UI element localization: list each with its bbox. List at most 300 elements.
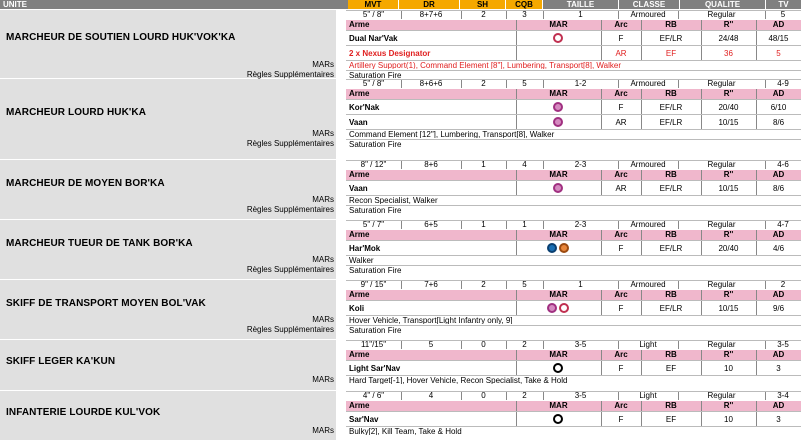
column-divider	[641, 290, 642, 300]
weapon-r: 10/15	[718, 118, 739, 127]
mars-row: Hover Vehicle, Transport[Light Infantry only, 9]	[346, 315, 801, 324]
regles-row: Saturation Fire	[346, 265, 801, 274]
mars-label: MARs	[312, 375, 334, 384]
weapon-name: Har'Mok	[349, 244, 381, 253]
weapon-header-ad: AD	[772, 290, 785, 299]
mars-row: Command Element [12"], Lumbering, Transport[8], Walker	[346, 129, 801, 138]
stat-dr: 5	[428, 340, 434, 349]
weapon-row	[346, 411, 801, 426]
weapon-row	[346, 45, 801, 60]
unit-block	[0, 340, 801, 390]
stat-taille: 1	[578, 10, 583, 19]
weapon-arc: F	[618, 415, 624, 424]
mars-row: Bulky[2], Kill Team, Take & Hold	[346, 426, 801, 435]
column-divider	[543, 281, 544, 289]
stat-dr: 7+6	[424, 280, 438, 289]
column-divider	[543, 80, 544, 88]
weapon-rb: EF	[665, 49, 677, 58]
weapon-header-mar: MAR	[549, 230, 568, 239]
column-divider	[516, 20, 517, 30]
column-divider	[765, 221, 766, 229]
weapon-header-mar: MAR	[549, 89, 568, 98]
column-divider	[516, 361, 517, 375]
weapon-header-name: Arme	[349, 290, 370, 299]
weapon-mar	[516, 115, 601, 129]
mars-label: MARs	[312, 60, 334, 69]
column-divider	[401, 341, 402, 349]
column-divider	[756, 100, 757, 114]
weapon-header-mar: MAR	[549, 170, 568, 179]
weapon-arc: F	[618, 364, 624, 373]
column-divider	[506, 221, 507, 229]
weapon-header-mar: MAR	[549, 350, 568, 359]
column-divider	[618, 161, 619, 169]
unit-stats-row	[346, 340, 801, 349]
stat-classe: Armoured	[630, 10, 666, 19]
regles-row: Saturation Fire	[346, 325, 801, 334]
weapon-arc: F	[618, 244, 624, 253]
column-divider	[543, 161, 544, 169]
stat-tv: 3-5	[777, 340, 789, 349]
header-taille: TAILLE	[543, 0, 618, 9]
column-divider	[401, 221, 402, 229]
column-divider	[506, 341, 507, 349]
vaan-icon	[547, 303, 557, 313]
column-divider	[506, 392, 507, 400]
weapon-name: Kor'Nak	[349, 103, 380, 112]
stat-taille: 3-5	[574, 340, 587, 349]
stat-cqb: 5	[522, 79, 527, 88]
stat-cqb: 2	[522, 391, 527, 400]
stat-classe: Armoured	[630, 160, 666, 169]
stat-cqb: 3	[522, 10, 527, 19]
regles-label: Règles Supplémentaires	[246, 70, 334, 79]
weapon-row	[346, 114, 801, 129]
regles-label: Règles Supplémentaires	[246, 139, 334, 148]
weapon-header-ad: AD	[772, 20, 785, 29]
weapon-header-name: Arme	[349, 230, 370, 239]
column-divider	[765, 11, 766, 19]
stat-mvt: 9" / 15"	[360, 280, 387, 289]
header-unite: UNITE	[0, 0, 348, 9]
column-divider	[516, 350, 517, 360]
column-divider	[756, 241, 757, 255]
column-divider	[701, 230, 702, 240]
stat-mvt: 11"/15"	[360, 340, 387, 349]
nav-icon	[553, 414, 563, 424]
weapon-r: 24/48	[718, 34, 739, 43]
column-divider	[516, 412, 517, 426]
weapon-r: 20/40	[718, 244, 739, 253]
stat-sh: 2	[481, 10, 486, 19]
column-divider	[516, 290, 517, 300]
column-divider	[756, 230, 757, 240]
stat-classe: Armoured	[630, 220, 666, 229]
stat-qualite: Regular	[707, 340, 736, 349]
column-divider	[618, 281, 619, 289]
weapon-header-r: R''	[723, 350, 734, 359]
stat-sh: 2	[481, 280, 486, 289]
unit-name: MARCHEUR TUEUR DE TANK BOR'KA	[6, 238, 193, 249]
weapon-mar	[516, 412, 601, 426]
column-divider	[516, 170, 517, 180]
stat-tv: 3-4	[777, 391, 789, 400]
weapon-rb: EF/LR	[659, 184, 683, 193]
column-divider	[461, 392, 462, 400]
column-divider	[641, 20, 642, 30]
column-divider	[765, 341, 766, 349]
weapon-header-r: R''	[723, 401, 734, 410]
stat-sh: 1	[481, 220, 486, 229]
weapon-header-arc: Arc	[614, 170, 628, 179]
stat-tv: 4-6	[777, 160, 789, 169]
weapon-header-ad: AD	[772, 89, 785, 98]
column-divider	[641, 361, 642, 375]
weapon-ad: 8/6	[772, 118, 785, 127]
stat-dr: 4	[428, 391, 434, 400]
column-divider	[678, 11, 679, 19]
column-divider	[765, 392, 766, 400]
stat-taille: 2-3	[574, 220, 587, 229]
weapon-mar	[516, 181, 601, 195]
vaan-icon	[553, 183, 563, 193]
unit-stats-row	[346, 10, 801, 19]
stat-mvt: 5" / 8"	[362, 10, 385, 19]
weapon-r: 10/15	[718, 184, 739, 193]
column-divider	[461, 80, 462, 88]
unit-stats-row	[346, 79, 801, 88]
column-divider	[601, 115, 602, 129]
column-divider	[601, 241, 602, 255]
weapon-arc: AR	[615, 184, 627, 193]
column-divider	[461, 341, 462, 349]
unit-block	[0, 160, 801, 219]
column-divider	[601, 100, 602, 114]
column-divider	[506, 161, 507, 169]
column-divider	[641, 301, 642, 315]
unit-name: SKIFF LEGER KA'KUN	[6, 356, 116, 367]
weapon-ad: 5	[776, 49, 781, 58]
stat-cqb: 4	[522, 160, 527, 169]
header-mvt: MVT	[348, 0, 398, 9]
weapon-rb: EF/LR	[659, 244, 683, 253]
column-divider	[641, 46, 642, 60]
weapon-header-row	[346, 170, 801, 180]
mars-label: MARs	[312, 195, 334, 204]
weapon-header-row	[346, 290, 801, 300]
column-divider	[401, 11, 402, 19]
stat-classe: Armoured	[630, 79, 666, 88]
weapon-header-name: Arme	[349, 350, 370, 359]
weapon-row	[346, 300, 801, 315]
weapon-header-name: Arme	[349, 20, 370, 29]
weapon-header-row	[346, 230, 801, 240]
column-divider	[506, 11, 507, 19]
unit-name: SKIFF DE TRANSPORT MOYEN BOL'VAK	[6, 298, 206, 309]
column-divider	[756, 115, 757, 129]
regles-label: Règles Supplémentaires	[246, 325, 334, 334]
stat-sh: 0	[481, 340, 486, 349]
weapon-name: Dual Nar'Vak	[349, 34, 398, 43]
column-divider	[701, 89, 702, 99]
stat-cqb: 2	[522, 340, 527, 349]
weapon-r: 36	[724, 49, 733, 58]
stat-mvt: 4" / 6"	[362, 391, 385, 400]
weapon-header-row	[346, 20, 801, 30]
column-divider	[701, 20, 702, 30]
stat-dr: 8+6+6	[419, 79, 443, 88]
column-divider	[701, 100, 702, 114]
column-divider	[461, 221, 462, 229]
weapon-header-ad: AD	[772, 401, 785, 410]
column-divider	[601, 170, 602, 180]
column-divider	[678, 392, 679, 400]
regles-label: Règles Supplémentaires	[246, 205, 334, 214]
column-divider	[543, 392, 544, 400]
column-divider	[601, 31, 602, 45]
mars-label: MARs	[312, 315, 334, 324]
weapon-ad: 4/6	[772, 244, 785, 253]
column-divider	[641, 350, 642, 360]
weapon-header-rb: RB	[665, 170, 677, 179]
weapon-header-arc: Arc	[614, 20, 628, 29]
table-header	[0, 0, 801, 9]
header-cqb: CQB	[506, 0, 542, 9]
weapon-ad: 6/10	[770, 103, 787, 112]
column-divider	[701, 361, 702, 375]
weapon-header-rb: RB	[665, 401, 677, 410]
column-divider	[701, 290, 702, 300]
weapon-header-arc: Arc	[614, 350, 628, 359]
weapon-row	[346, 99, 801, 114]
weapon-row	[346, 360, 801, 375]
weapon-name: Sar'Nav	[349, 415, 379, 424]
column-divider	[641, 31, 642, 45]
weapon-name: Koli	[349, 304, 365, 313]
weapon-name: Light Sar'Nav	[349, 364, 401, 373]
column-divider	[601, 412, 602, 426]
unit-stats-row	[346, 391, 801, 400]
column-divider	[516, 230, 517, 240]
column-divider	[756, 412, 757, 426]
stat-qualite: Regular	[707, 220, 736, 229]
stat-sh: 2	[481, 79, 486, 88]
weapon-header-r: R''	[723, 230, 734, 239]
weapon-header-mar: MAR	[549, 401, 568, 410]
stat-mvt: 5" / 8"	[362, 79, 385, 88]
column-divider	[756, 350, 757, 360]
weapon-ad: 48/15	[768, 34, 789, 43]
column-divider	[756, 301, 757, 315]
column-divider	[756, 46, 757, 60]
weapon-mar	[516, 46, 601, 60]
weapon-mar	[516, 301, 601, 315]
weapon-mar	[516, 100, 601, 114]
column-divider	[641, 181, 642, 195]
unit-name: INFANTERIE LOURDE KUL'VOK	[6, 407, 161, 418]
weapon-header-rb: RB	[665, 230, 677, 239]
stat-mvt: 8" / 12"	[360, 160, 387, 169]
column-divider	[701, 181, 702, 195]
weapon-r: 20/40	[718, 103, 739, 112]
weapon-header-row	[346, 350, 801, 360]
column-divider	[641, 115, 642, 129]
stat-qualite: Regular	[707, 391, 736, 400]
weapon-ad: 9/6	[772, 304, 785, 313]
column-divider	[678, 221, 679, 229]
column-divider	[601, 401, 602, 411]
column-divider	[543, 221, 544, 229]
column-divider	[401, 161, 402, 169]
weapon-header-ad: AD	[772, 170, 785, 179]
column-divider	[618, 341, 619, 349]
column-divider	[678, 281, 679, 289]
mars-row: Recon Specialist, Walker	[346, 195, 801, 204]
weapon-header-rb: RB	[665, 20, 677, 29]
column-divider	[701, 350, 702, 360]
weapon-rb: EF	[665, 364, 677, 373]
column-divider	[461, 161, 462, 169]
weapon-header-rb: RB	[665, 89, 677, 98]
column-divider	[516, 115, 517, 129]
stat-taille: 2-3	[574, 160, 587, 169]
stat-dr: 8+7+6	[419, 10, 443, 19]
column-divider	[601, 290, 602, 300]
column-divider	[601, 46, 602, 60]
weapon-r: 10	[724, 415, 733, 424]
stat-qualite: Regular	[707, 79, 736, 88]
nak-icon	[553, 102, 563, 112]
column-divider	[756, 401, 757, 411]
stat-cqb: 5	[522, 280, 527, 289]
column-divider	[756, 181, 757, 195]
column-divider	[701, 301, 702, 315]
weapon-header-rb: RB	[665, 290, 677, 299]
stat-sh: 0	[481, 391, 486, 400]
column-divider	[641, 230, 642, 240]
unit-block	[0, 79, 801, 159]
stat-taille: 1-2	[574, 79, 587, 88]
column-divider	[516, 241, 517, 255]
column-divider	[641, 170, 642, 180]
weapon-ad: 8/6	[772, 184, 785, 193]
column-divider	[516, 301, 517, 315]
regles-row: Saturation Fire	[346, 205, 801, 214]
weapon-header-row	[346, 89, 801, 99]
mars-label: MARs	[312, 255, 334, 264]
column-divider	[543, 11, 544, 19]
weapon-header-ad: AD	[772, 350, 785, 359]
column-divider	[641, 89, 642, 99]
weapon-mar	[516, 31, 601, 45]
weapon-arc: F	[618, 103, 624, 112]
column-divider	[765, 281, 766, 289]
unit-stats-row	[346, 280, 801, 289]
weapon-header-ad: AD	[772, 230, 785, 239]
weapon-header-name: Arme	[349, 170, 370, 179]
column-divider	[756, 89, 757, 99]
blue-icon	[547, 243, 557, 253]
weapon-header-r: R''	[723, 89, 734, 98]
weapon-header-mar: MAR	[549, 20, 568, 29]
column-divider	[601, 89, 602, 99]
weapon-arc: F	[618, 304, 624, 313]
regles-row: Saturation Fire	[346, 70, 801, 79]
weapon-mar	[516, 361, 601, 375]
column-divider	[543, 341, 544, 349]
column-divider	[641, 401, 642, 411]
column-divider	[516, 31, 517, 45]
column-divider	[756, 31, 757, 45]
header-sh: SH	[460, 0, 505, 9]
weapon-header-arc: Arc	[614, 290, 628, 299]
weapon-r: 10/15	[718, 304, 739, 313]
weapon-header-name: Arme	[349, 89, 370, 98]
weapon-arc: AR	[615, 118, 627, 127]
column-divider	[701, 412, 702, 426]
unit-stats-row	[346, 220, 801, 229]
stat-dr: 6+5	[424, 220, 438, 229]
unit-name: MARCHEUR DE SOUTIEN LOURD HUK'VOK'KA	[6, 32, 236, 43]
unit-block	[0, 10, 801, 78]
unit-block	[0, 280, 801, 339]
column-divider	[516, 46, 517, 60]
weapon-rb: EF/LR	[659, 304, 683, 313]
column-divider	[701, 401, 702, 411]
vaan-icon	[553, 117, 563, 127]
weapon-header-rb: RB	[665, 350, 677, 359]
weapon-header-arc: Arc	[614, 401, 628, 410]
mars-row: Artillery Support(1), Command Element [8"], Lumbering, Transport[8], Walker	[346, 60, 801, 69]
column-divider	[756, 170, 757, 180]
weapon-name: 2 x Nexus Designator	[349, 49, 431, 58]
column-divider	[678, 80, 679, 88]
column-divider	[516, 401, 517, 411]
unit-name: MARCHEUR DE MOYEN BOR'KA	[6, 178, 165, 189]
column-divider	[641, 241, 642, 255]
stat-qualite: Regular	[707, 10, 736, 19]
column-divider	[461, 11, 462, 19]
weapon-name: Vaan	[349, 184, 368, 193]
stat-cqb: 1	[522, 220, 527, 229]
column-divider	[516, 181, 517, 195]
column-divider	[401, 281, 402, 289]
weapon-row	[346, 240, 801, 255]
column-divider	[516, 89, 517, 99]
column-divider	[701, 31, 702, 45]
weapon-header-r: R''	[723, 170, 734, 179]
weapon-rb: EF/LR	[659, 34, 683, 43]
weapon-rb: EF	[665, 415, 677, 424]
header-dr: DR	[399, 0, 459, 9]
weapon-header-row	[346, 401, 801, 411]
column-divider	[401, 392, 402, 400]
column-divider	[701, 170, 702, 180]
column-divider	[601, 301, 602, 315]
mars-label: MARs	[312, 129, 334, 138]
weapon-header-r: R''	[723, 20, 734, 29]
stat-taille: 1	[578, 280, 583, 289]
stat-mvt: 5" / 7"	[362, 220, 385, 229]
column-divider	[678, 341, 679, 349]
column-divider	[506, 80, 507, 88]
unit-block	[0, 220, 801, 279]
column-divider	[461, 281, 462, 289]
stat-dr: 8+6	[424, 160, 438, 169]
weapon-name: Vaan	[349, 118, 368, 127]
weapon-header-arc: Arc	[614, 89, 628, 98]
regles-row: Saturation Fire	[346, 139, 801, 148]
